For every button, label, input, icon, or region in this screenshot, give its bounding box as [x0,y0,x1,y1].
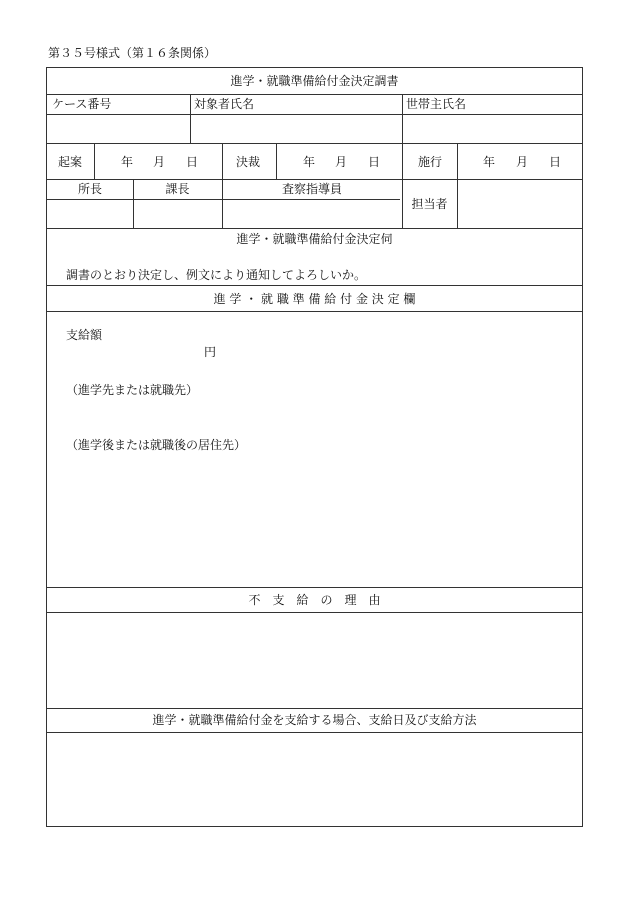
payment-method-field[interactable] [47,732,584,826]
person-in-charge-label: 担当者 [411,197,448,211]
section-head-label: 課長 [165,182,190,196]
enforcement-label: 施行 [418,155,443,169]
rule [47,708,582,709]
case-number-field[interactable] [47,114,190,143]
person-in-charge-seal-box[interactable] [457,179,584,228]
enforcement-day: 日 [549,155,562,169]
non-payment-reason-field[interactable] [47,612,584,708]
payment-method-title: 進学・就職準備給付金を支給する場合、支給日及び支給方法 [152,713,477,727]
decision-form [46,67,583,827]
rule [222,143,223,179]
inspector-label: 査察指導員 [281,182,342,196]
inquiry-title: 進学・就職準備給付金決定伺 [236,232,393,246]
office-head-label: 所長 [77,182,102,196]
amount-label: 支給額 [66,328,103,342]
decision-label: 決裁 [236,155,261,169]
form-caption: 第３５号様式（第１６条関係） [48,46,217,60]
section-head-seal-box[interactable] [133,199,222,228]
rule [402,143,403,179]
subject-name-label: 対象者氏名 [194,97,255,111]
office-head-seal-box[interactable] [47,199,133,228]
enforcement-month: 月 [516,155,529,169]
inquiry-text: 調書のとおり決定し、例文により通知してよろしいか。 [66,268,367,282]
case-number-label: ケース番号 [52,97,112,111]
residence-label: （進学後または就職後の居住先） [66,438,247,452]
non-payment-title: 不 支 給 の 理 由 [248,593,381,607]
decision-section-title: 進 学 ・ 就 職 準 備 給 付 金 決 定 欄 [213,292,416,306]
household-head-field[interactable] [402,114,584,143]
yen-unit: 円 [204,345,217,359]
rule [47,285,582,286]
rule [94,143,95,179]
subject-name-field[interactable] [190,114,402,143]
decision-year: 年 [303,155,316,169]
draft-month: 月 [153,155,166,169]
rule [276,143,277,179]
draft-label: 起案 [58,155,83,169]
decision-section-area[interactable] [47,311,584,587]
decision-day: 日 [368,155,381,169]
decision-month: 月 [335,155,348,169]
enforcement-year: 年 [483,155,496,169]
rule [47,94,582,95]
rule [47,228,582,229]
rule [457,143,458,179]
form-title: 進学・就職準備給付金決定調書 [230,74,399,88]
draft-year: 年 [121,155,134,169]
draft-day: 日 [186,155,199,169]
destination-label: （進学先または就職先） [66,383,199,397]
household-head-label: 世帯主氏名 [406,97,467,111]
rule [47,143,582,144]
rule [47,587,582,588]
inspector-seal-box[interactable] [222,199,402,228]
